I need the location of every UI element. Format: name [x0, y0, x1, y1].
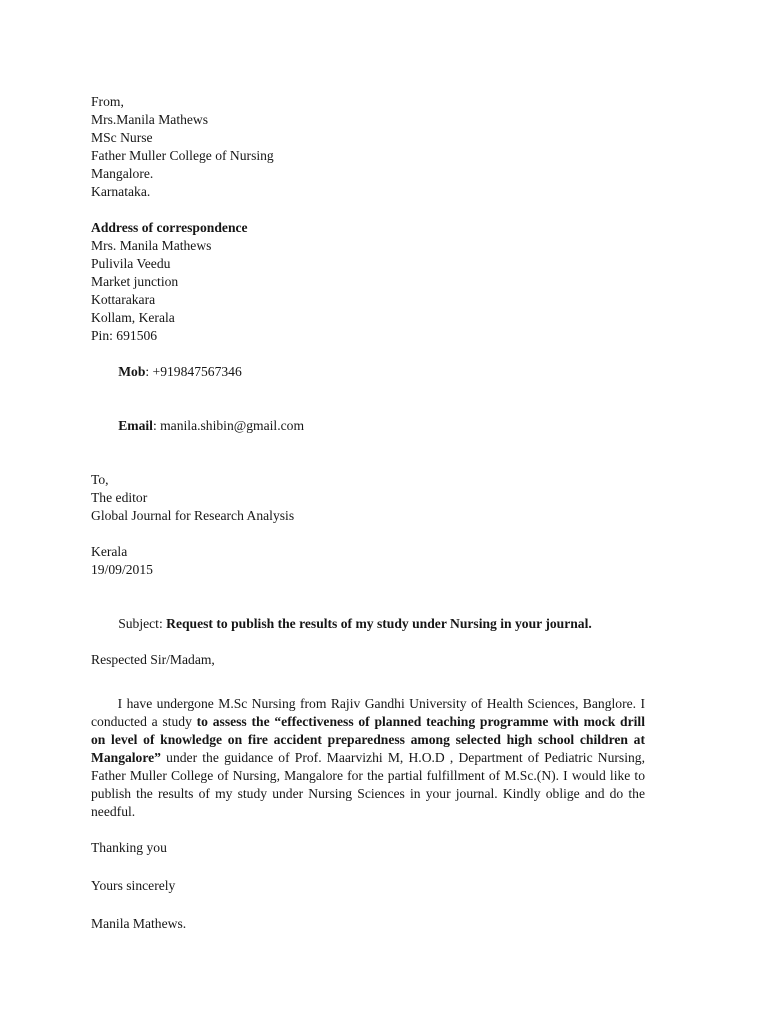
closing-line: Yours sincerely	[91, 878, 176, 893]
salutation-line: Respected Sir/Madam,	[91, 652, 215, 667]
email-label: Email	[118, 418, 153, 433]
correspondence-pin: Pin: 691506	[91, 328, 158, 343]
from-line: From,	[91, 94, 124, 109]
correspondence-block	[91, 219, 645, 453]
from-designation: MSc Nurse	[91, 130, 153, 145]
from-state: Karnataka.	[91, 184, 151, 199]
date-line: 19/09/2015	[91, 562, 153, 577]
email-line	[91, 399, 645, 453]
from-city: Mangalore.	[91, 166, 154, 181]
correspondence-street: Market junction	[91, 274, 179, 289]
correspondence-name: Mrs. Manila Mathews	[91, 238, 212, 253]
from-institution: Father Muller College of Nursing	[91, 148, 274, 163]
subject-block	[91, 597, 645, 669]
mobile-label: Mob	[118, 364, 146, 379]
letter-content	[91, 93, 649, 933]
to-recipient: The editor	[91, 490, 148, 505]
body-segment-study-title: to assess the “effectiveness of planned teaching programme with mock drill on level of knowledge on fire accident preparedness among selected high school children at Mangalore”	[91, 714, 649, 765]
from-block	[91, 93, 645, 201]
correspondence-heading: Address of correspondence	[91, 220, 248, 235]
thanking-line: Thanking you	[91, 840, 167, 855]
to-block	[91, 471, 645, 525]
mobile-line	[91, 345, 645, 399]
correspondence-town: Kottarakara	[91, 292, 156, 307]
email-value: : manila.shibin@gmail.com	[152, 418, 305, 433]
signature-line: Manila Mathews.	[91, 916, 187, 931]
mobile-value: : +919847567346	[145, 364, 242, 379]
from-sender-name: Mrs.Manila Mathews	[91, 112, 209, 127]
body-paragraph	[91, 677, 649, 839]
subject-text: Request to publish the results of my study under Nursing in your journal.	[166, 616, 592, 631]
to-journal: Global Journal for Research Analysis	[91, 508, 295, 523]
place-line: Kerala	[91, 544, 128, 559]
subject-line	[91, 597, 645, 651]
correspondence-district: Kollam, Kerala	[91, 310, 175, 325]
body-segment-request: under the guidance of Prof. Maarvizhi M, H.O.D , Department of Pediatric Nursing, Father Muller College of Nursing, Mangalore for the partial fulfillment of M.Sc.(N). I would like to publish the results of my study under Nursing Sciences in your journal. Kindly oblige and do the needful.	[91, 750, 649, 819]
to-line: To,	[91, 472, 109, 487]
correspondence-house: Pulivila Veedu	[91, 256, 171, 271]
subject-prefix: Subject:	[118, 616, 167, 631]
body-segment-intro: I have undergone M.Sc Nursing from Rajiv Gandhi University of Health Sciences, Banglore. I conducted a study	[91, 696, 649, 729]
place-date-block	[91, 543, 645, 579]
